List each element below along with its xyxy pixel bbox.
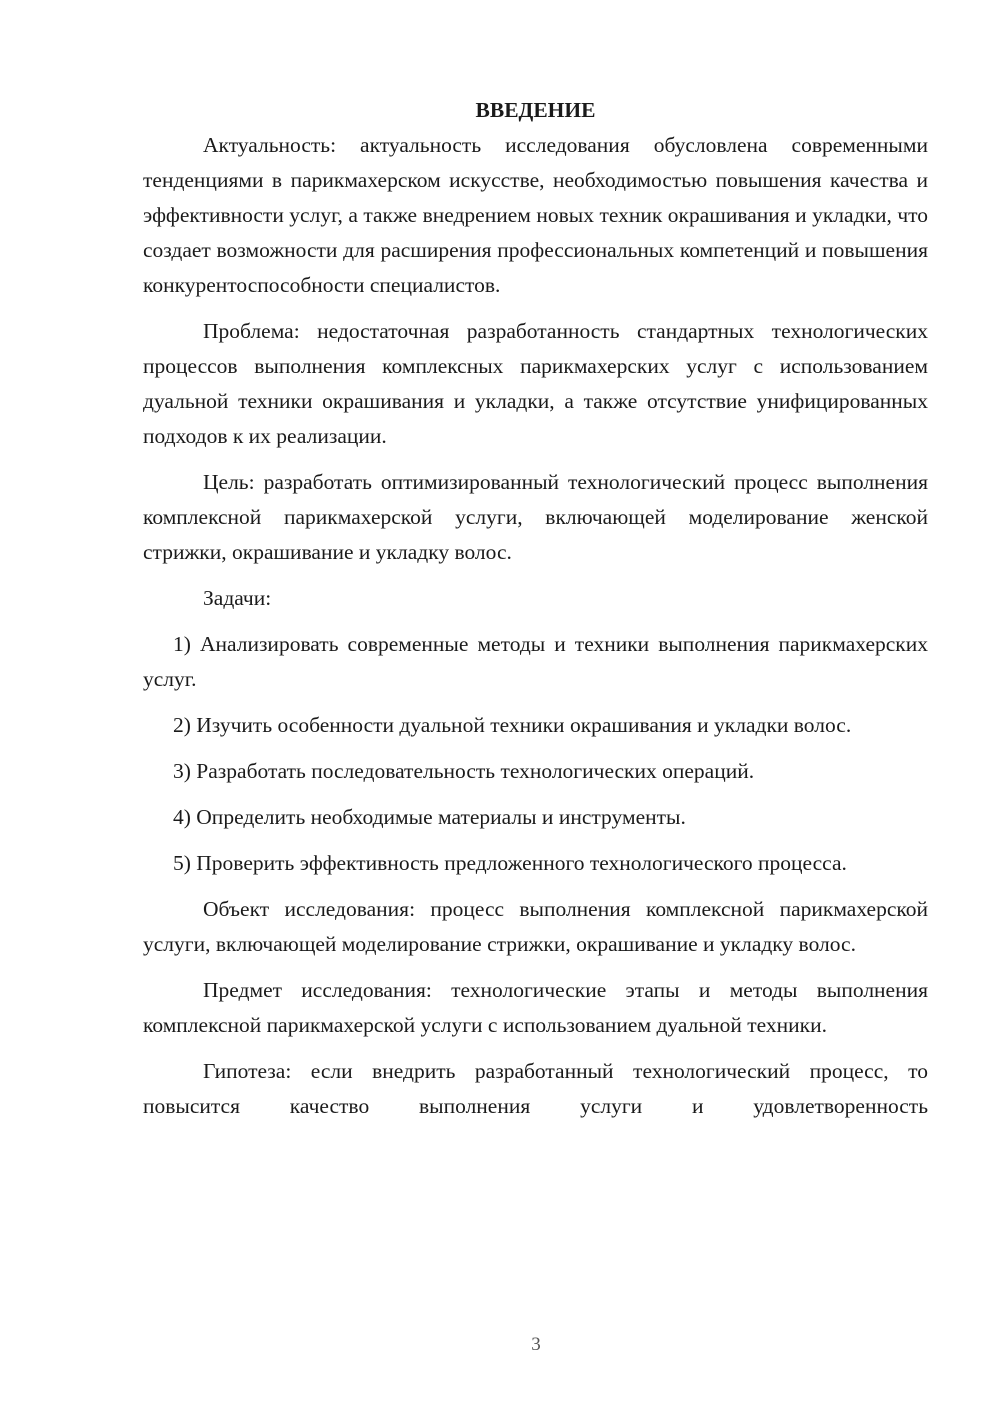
task-item: 1) Анализировать современные методы и техники выполнения парикмахерских услуг. — [143, 632, 928, 691]
relevance-paragraph: Актуальность: актуальность исследования обусловлена современными тенденциями в парикмахерском искусстве, необходимостью повышения качества и эффективности услуг, а также внедрением новых техник окрашивания и укладки, что создает возможности для расширения профессиональных компетенций и повышения конкурентоспособности специалистов. — [143, 133, 928, 297]
page-number: 3 — [531, 1334, 541, 1355]
task-item: 2) Изучить особенности дуальной техники окрашивания и укладки волос. — [173, 713, 852, 737]
page-body — [143, 92, 928, 1135]
problem-paragraph: Проблема: недостаточная разработанность стандартных технологических процессов выполнения комплексных парикмахерских услуг с использованием дуальной техники окрашивания и укладки, а также отсутствие унифицированных подходов к их реализации. — [143, 319, 928, 448]
page-title: ВВЕДЕНИЕ — [475, 98, 596, 122]
task-item: 5) Проверить эффективность предложенного технологического процесса. — [173, 851, 847, 875]
hypothesis-paragraph: Гипотеза: если внедрить разработанный технологический процесс, то повысится качество выполнения услуги и удовлетворенность — [143, 1059, 928, 1118]
subject-paragraph: Предмет исследования: технологические этапы и методы выполнения комплексной парикмахерской услуги с использованием дуальной техники. — [143, 978, 928, 1037]
object-paragraph: Объект исследования: процесс выполнения комплексной парикмахерской услуги, включающей моделирование стрижки, окрашивание и укладку волос. — [143, 897, 928, 956]
goal-paragraph: Цель: разработать оптимизированный технологический процесс выполнения комплексной парикмахерской услуги, включающей моделирование женской стрижки, окрашивание и укладку волос. — [143, 470, 928, 564]
tasks-label: Задачи: — [203, 586, 272, 610]
task-item: 4) Определить необходимые материалы и инструменты. — [173, 805, 686, 829]
task-item: 3) Разработать последовательность технологических операций. — [173, 759, 755, 783]
